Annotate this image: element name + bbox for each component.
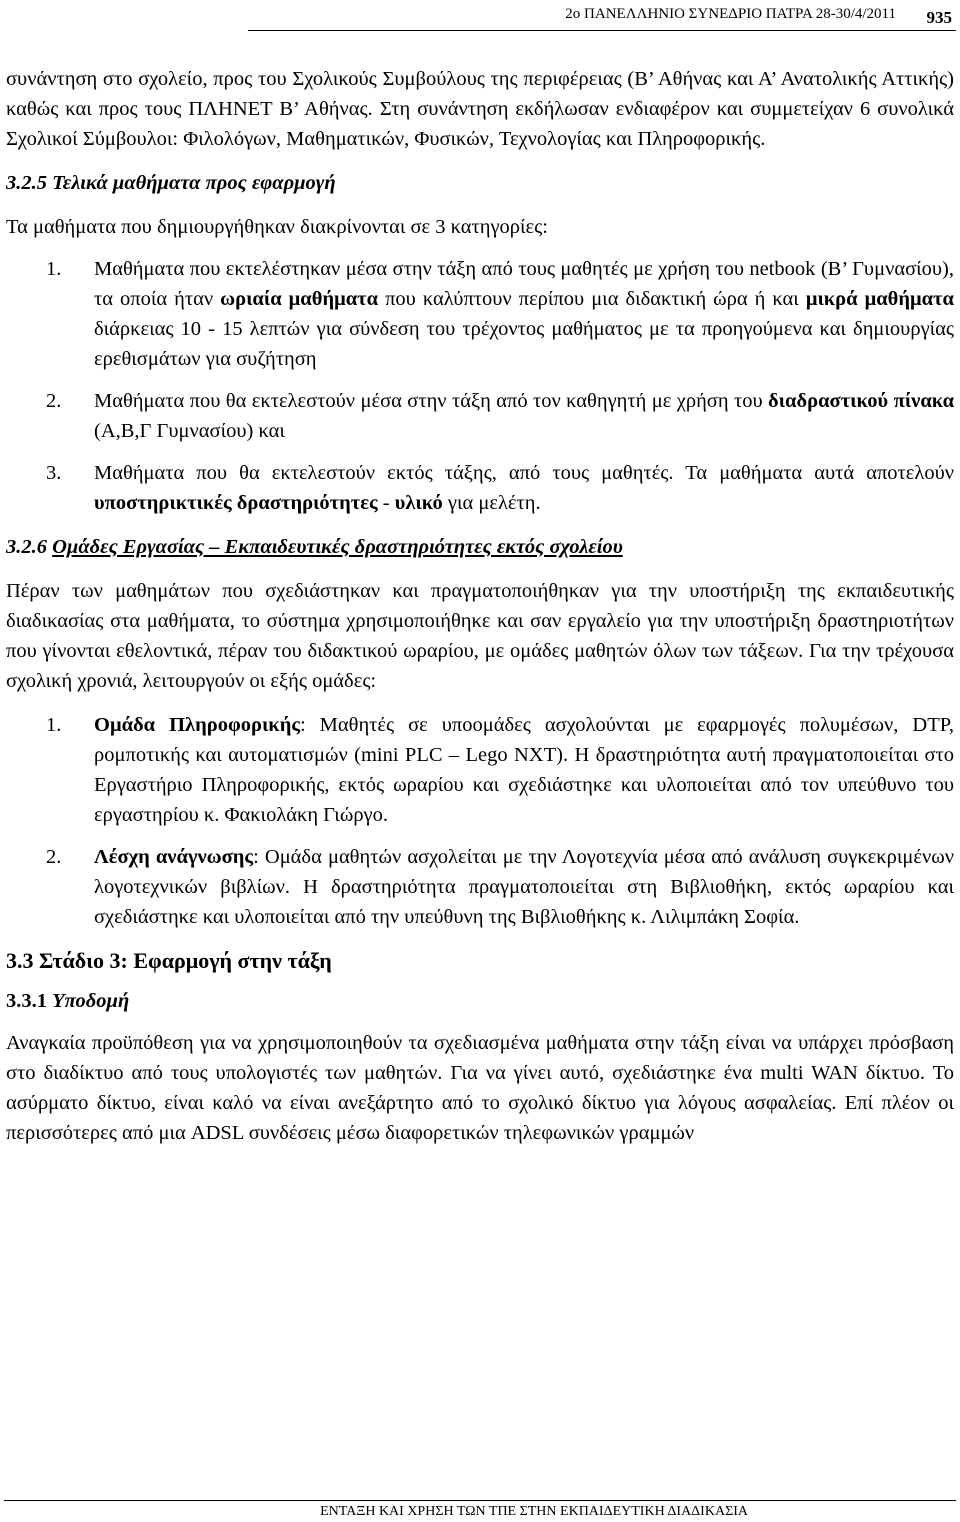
item-bold-term: υποστηρικτικές δραστηριότητες [94,492,378,514]
item-text-part: που καλύπτουν περίπου μια διδακτική ώρα ή και [378,288,806,310]
item-bold-term: διαδραστικού πίνακα [768,390,955,412]
item-bold-term: υλικό [394,492,443,514]
item-number: 2. [46,390,62,412]
list-item [6,386,954,446]
list-item [6,254,954,374]
lesson-categories-list [6,254,954,518]
item-text-part: : Μαθητές σε υποομάδες ασχολούνται με εφαρμογές πολυμέσων, DTP, ρομποτικής και αυτοματισμών (mini PLC – Lego NXT). Η δραστηριότητα αυτή πραγματοποιείται στο Εργαστήριο Πληροφορικής, εκτός ωραρίου και σχεδιάστηκε και υλοποιείται από τον υπεύθυνο του εργαστηρίου κ. Φακιολάκη Γιώργο. [94,714,954,826]
section-325-lead: Τα μαθήματα που δημιουργήθηκαν διακρίνονται σε 3 κατηγορίες: [6,216,548,238]
item-text [94,842,954,932]
item-text-part: : Ομάδα μαθητών ασχολείται με την Λογοτεχνία μέσα από ανάλυση συγκεκριμένων λογοτεχνικών βιβλίων. Η δραστηριότητα πραγματοποιείται στη Βιβλιοθήκη, εκτός ωραρίου και σχεδιάστηκε και υλοποιείται από την υπεύθυνη της Βιβλιοθήκης κ. Λιλιμπάκη Σοφία. [94,846,954,928]
footer-rule [4,1500,956,1501]
section-331-paragraph: Αναγκαία προϋπόθεση για να χρησιμοποιηθούν τα σχεδιασμένα μαθήματα στην τάξη είναι να υπάρχει πρόσβαση στο διαδίκτυο από τους υπολογιστές των μαθητών. Για να γίνει αυτό, σχεδιάστηκε ένα multi WAN δίκτυο. Το ασύρματο δίκτυο, είναι καλό να είναι ανεξάρτητο από το σχολικό δίκτυο για λόγους ασφαλείας. Επί πλέον οι περισσότερες από μια ADSL συνδέσεις μέσω διαφορετικών τηλεφωνικών γραμμών [6,1032,954,1144]
section-326-heading [6,532,954,562]
item-bold-term: Ομάδα Πληροφορικής [94,714,300,736]
section-title: Τελικά μαθήματα προς εφαρμογή [52,172,336,194]
item-text [94,254,954,374]
page-number: 935 [926,8,952,27]
list-item [6,842,954,932]
work-groups-list [6,710,954,932]
section-325-heading [6,168,954,198]
item-number: 1. [46,714,62,736]
conference-title: 2ο ΠΑΝΕΛΛΗΝΙΟ ΣΥΝΕΔΡΙΟ ΠΑΤΡΑ 28-30/4/2011 [565,6,896,22]
item-bold-term: μικρά μαθήματα [805,288,954,310]
section-33-heading: 3.3 Στάδιο 3: Εφαρμογή στην τάξη [6,948,332,973]
page-body [6,64,954,1148]
item-text-part: Μαθήματα που εκτελέστηκαν μέσα στην τάξη από τους μαθητές με χρήση του netbook (Β’ Γυμνασίου), τα οποία ήταν [94,258,954,310]
item-text-part: Μαθήματα που θα εκτελεστούν μέσα στην τάξη από τον καθηγητή με χρήση του [94,390,769,412]
section-title: Υποδομή [52,990,130,1012]
section-number: 3.3.1 [6,990,47,1012]
item-number: 2. [46,846,62,868]
section-number: 3.2.5 [6,172,47,194]
list-item [6,458,954,518]
header-rule [248,30,956,31]
item-text-part: (Α,Β,Γ Γυμνασίου) και [94,420,285,442]
item-number: 1. [46,258,62,280]
item-text-part: Μαθήματα που θα εκτελεστούν εκτός τάξης, από τους μαθητές. Τα μαθήματα αυτά αποτελούν [94,462,954,484]
item-bold-term: Λέσχη ανάγνωσης [94,846,254,868]
item-text-part: για μελέτη. [442,492,541,514]
page-header [0,0,960,34]
item-bold-term: ωριαία μαθήματα [220,288,379,310]
item-text-part: διάρκειας 10 - 15 λεπτών για σύνδεση του τρέχοντος μαθήματος με τα προηγούμενα και δημιουργίας ερεθισμάτων για συζήτηση [94,318,954,370]
section-number: 3.2.6 [6,536,47,558]
item-text [94,386,954,446]
intro-paragraph: συνάντηση στο σχολείο, προς του Σχολικούς Συμβούλους της περιφέρειας (Β’ Αθήνας και Α’ Ανατολικής Αττικής) καθώς και προς τους ΠΛΗΝΕΤ Β’ Αθήνας. Στη συνάντηση εκδήλωσαν ενδιαφέρον και συμμετείχαν 6 συνολικά Σχολικοί Σύμβουλοι: Φιλολόγων, Μαθηματικών, Φυσικών, Τεχνολογίας και Πληροφορικής. [6,68,954,150]
page-footer [0,1496,960,1522]
section-title: Ομάδες Εργασίας – Εκπαιδευτικές δραστηριότητες εκτός σχολείου [52,536,623,558]
item-text-part: - [377,492,395,514]
item-number: 3. [46,462,62,484]
section-326-paragraph: Πέραν των μαθημάτων που σχεδιάστηκαν και πραγματοποιήθηκαν για την υποστήριξη της εκπαιδευτικής διαδικασίας στα μαθήματα, το σύστημα χρησιμοποιήθηκε και σαν εργαλείο για την υποστήριξη δραστηριοτήτων που γίνονται εθελοντικά, πέραν του διδακτικού ωραρίου, με ομάδες μαθητών όλων των τάξεων. Για την τρέχουσα σχολική χρονιά, λειτουργούν οι εξής ομάδες: [6,580,954,692]
item-text [94,710,954,830]
section-331-heading [6,986,954,1016]
footer-title: ΕΝΤΑΞΗ ΚΑΙ ΧΡΗΣΗ ΤΩΝ ΤΠΕ ΣΤΗΝ ΕΚΠΑΙΔΕΥΤΙΚΗ ΔΙΑΔΙΚΑΣΙΑ [320,1504,748,1519]
list-item [6,710,954,830]
item-text [94,458,954,518]
